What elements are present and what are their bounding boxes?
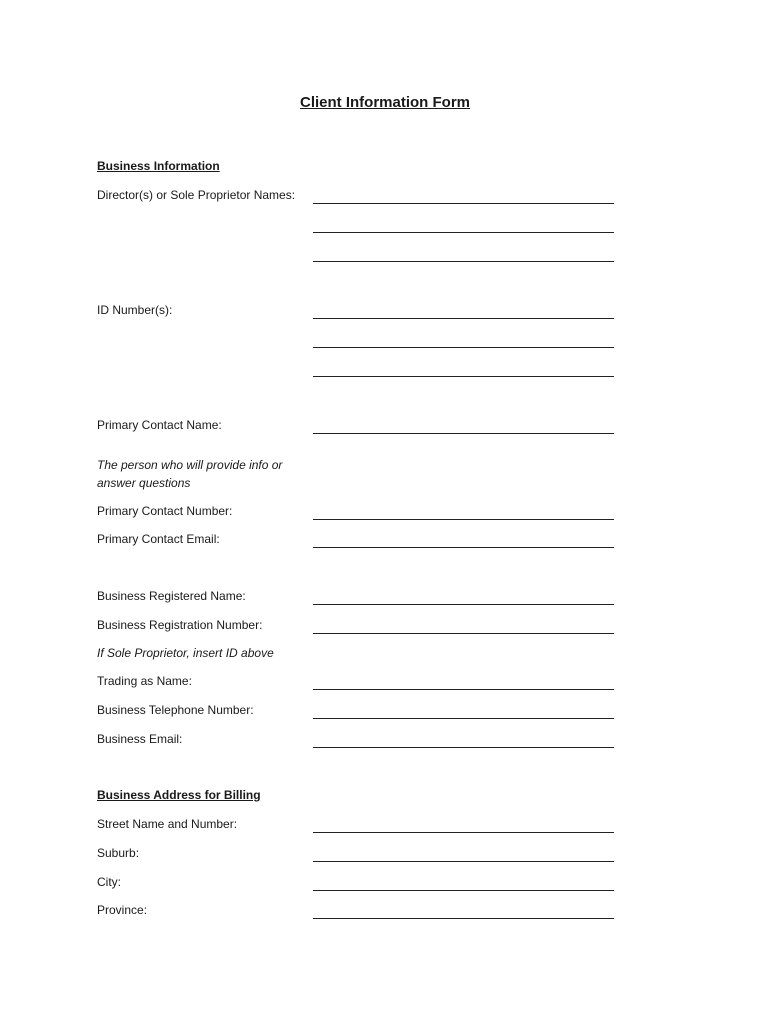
sole-proprietor-note: If Sole Proprietor, insert ID above — [97, 646, 274, 660]
primary-contact-email-field[interactable] — [313, 531, 614, 548]
director-name-field-2[interactable] — [313, 216, 614, 233]
id-numbers-label: ID Number(s): — [97, 303, 173, 317]
primary-contact-number-field[interactable] — [313, 503, 614, 520]
director-name-field-1[interactable] — [313, 187, 614, 204]
province-field[interactable] — [313, 902, 614, 919]
id-number-field-3[interactable] — [313, 360, 614, 377]
suburb-label: Suburb: — [97, 846, 140, 860]
business-info-heading: Business Information — [97, 159, 220, 173]
id-number-field-2[interactable] — [313, 331, 614, 348]
city-label: City: — [97, 875, 121, 889]
registered-name-label: Business Registered Name: — [97, 589, 246, 603]
primary-contact-name-field[interactable] — [313, 417, 614, 434]
director-name-field-3[interactable] — [313, 245, 614, 262]
city-field[interactable] — [313, 874, 614, 891]
id-number-field-1[interactable] — [313, 302, 614, 319]
primary-contact-note: The person who will provide info or answer questions — [97, 458, 283, 490]
directors-label: Director(s) or Sole Proprietor Names: — [97, 188, 296, 202]
primary-contact-number-label: Primary Contact Number: — [97, 504, 233, 518]
street-field[interactable] — [313, 816, 614, 833]
form-title: Client Information Form — [300, 94, 470, 111]
business-email-field[interactable] — [313, 731, 614, 748]
registration-number-label: Business Registration Number: — [97, 618, 263, 632]
province-label: Province: — [97, 903, 148, 917]
trading-as-label: Trading as Name: — [97, 674, 192, 688]
telephone-field[interactable] — [313, 702, 614, 719]
business-email-label: Business Email: — [97, 732, 183, 746]
billing-address-heading: Business Address for Billing — [97, 788, 261, 802]
street-label: Street Name and Number: — [97, 817, 238, 831]
registered-name-field[interactable] — [313, 588, 614, 605]
telephone-label: Business Telephone Number: — [97, 703, 254, 717]
primary-contact-name-label: Primary Contact Name: — [97, 418, 222, 432]
trading-as-field[interactable] — [313, 673, 614, 690]
primary-contact-email-label: Primary Contact Email: — [97, 532, 220, 546]
registration-number-field[interactable] — [313, 617, 614, 634]
suburb-field[interactable] — [313, 845, 614, 862]
